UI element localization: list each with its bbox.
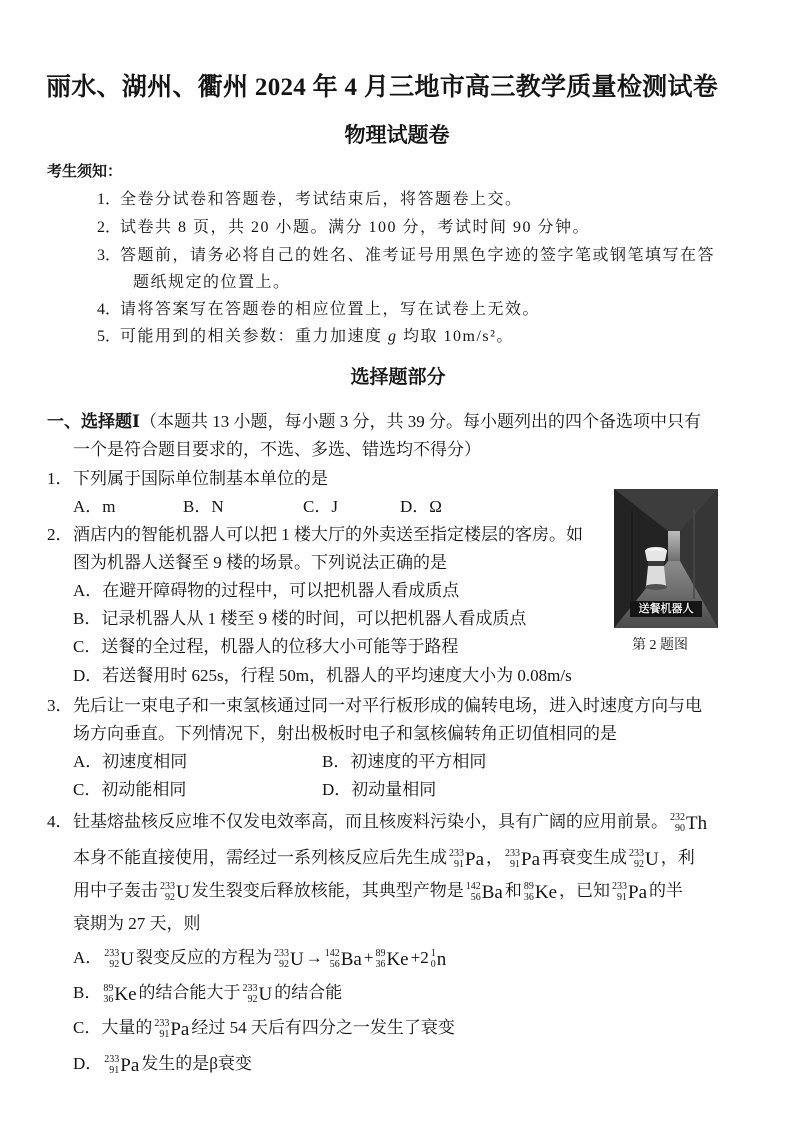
gravity-symbol: g (388, 328, 398, 345)
question-text: 的半 (649, 881, 683, 900)
question-text: 下列属于国际单位制基本单位的是 (73, 469, 328, 488)
option-text: 送餐的全过程，机器人的位移大小可能等于路程 (101, 637, 459, 656)
nuclide-numbers (505, 848, 520, 870)
question-text: 用中子轰击 (73, 881, 158, 900)
mass-number: 232 (670, 812, 685, 824)
question-2-option-c (73, 633, 458, 661)
question-2-stem-line-1 (47, 521, 583, 549)
nuclide-numbers (466, 881, 481, 903)
question-2-option-d (73, 662, 572, 690)
atomic-number: 36 (103, 994, 114, 1006)
nuclide-numbers (104, 948, 119, 970)
notice-item-number: 4． (97, 301, 122, 318)
nuclide-pa-233 (505, 848, 540, 870)
nuclide-numbers (375, 948, 385, 970)
notice-item-text-end: 均取 10m/s²。 (397, 328, 514, 345)
element-symbol: Ke (386, 948, 409, 970)
nuclide-ke-89 (103, 983, 136, 1005)
nuclide-numbers (104, 1054, 119, 1076)
question-number: 1． (47, 469, 73, 488)
option-text: m (102, 497, 116, 516)
option-text: 记录机器人从 1 楼至 9 楼的时间，可以把机器人看成质点 (101, 609, 527, 628)
question-text: ，利 (660, 848, 695, 867)
notice-item-1 (97, 186, 523, 214)
question-4-option-b (73, 979, 342, 1007)
atomic-number: 92 (634, 859, 644, 871)
question-3-option-d (322, 776, 436, 804)
nuclide-numbers (274, 948, 289, 970)
nuclide-numbers (670, 812, 685, 834)
part-title: 选择题部分 (350, 367, 446, 388)
nuclide-u-233 (160, 881, 190, 903)
atomic-number: 90 (675, 823, 685, 835)
option-label: A． (73, 752, 103, 771)
mass-number: 89 (103, 983, 114, 995)
question-text: 再衰变生成 (542, 848, 627, 867)
notice-item-4 (97, 296, 540, 324)
question-1-option-c (303, 493, 338, 521)
option-text: 的结合能大于 (138, 983, 241, 1002)
option-text: 大量的 (101, 1018, 153, 1037)
option-text: 经过 54 天后有四分之一发生了衰变 (191, 1018, 455, 1037)
notice-item-3 (97, 242, 715, 270)
question-4-stem-line-1 (47, 808, 709, 836)
notice-item-text: 可能用到的相关参数：重力加速度 (120, 328, 389, 345)
nuclide-numbers (243, 983, 258, 1005)
nuclide-ba-142 (466, 881, 503, 903)
element-symbol: Pa (521, 848, 540, 870)
option-text: 发生的是β衰变 (141, 1054, 252, 1073)
question-4-stem-line-3 (73, 877, 683, 905)
atomic-number: 92 (165, 892, 175, 904)
nuclide-u-233 (243, 983, 273, 1005)
robot-body (646, 566, 666, 586)
atomic-number: 36 (523, 892, 534, 904)
nuclide-th-232 (670, 812, 707, 834)
element-symbol: Pa (465, 848, 484, 870)
question-2-option-b (73, 605, 526, 633)
question-text: 先后让一束电子和一束氢核通过同一对平行板形成的偏转电场，进入时速度方向与电 (73, 696, 702, 715)
mass-number: 233 (104, 1054, 120, 1066)
option-text: N (211, 497, 224, 516)
option-text: 裂变反应的方程为 (136, 948, 273, 967)
element-symbol: Pa (170, 1018, 190, 1040)
option-label: D． (400, 497, 430, 516)
option-label: B． (183, 497, 212, 516)
nuclide-ke-89 (524, 881, 557, 903)
notice-item-number: 3． (97, 247, 122, 264)
notice-heading: 考生须知： (47, 164, 123, 180)
element-symbol: Ba (340, 948, 362, 970)
option-label: C． (73, 780, 102, 799)
notice-item-text: 请将答案写在答题卷的相应位置上，写在试卷上无效。 (120, 301, 541, 318)
atomic-number: 91 (510, 859, 520, 871)
nuclide-u-233 (629, 848, 659, 870)
notice-item-text: 答题前，请务必将自己的姓名、准考证号用黑色字迹的签字笔或钢笔填写在答 (120, 247, 716, 264)
nuclide-neutron (431, 948, 447, 970)
notice-item-2 (97, 214, 590, 242)
question-1-option-d (400, 493, 442, 521)
element-symbol: Pa (120, 1054, 140, 1076)
robot-band (648, 561, 664, 566)
question-2-figure (614, 489, 718, 628)
question-text: 和 (504, 881, 522, 900)
option-text: 的结合能 (274, 983, 343, 1002)
notice-item-3-continuation: 题纸规定的位置上。 (133, 274, 291, 291)
mass-number: 142 (465, 881, 481, 893)
question-3-option-a (73, 748, 187, 776)
atomic-number: 36 (375, 959, 386, 971)
question-4-option-c (73, 1014, 455, 1042)
question-4-option-a (73, 944, 448, 972)
question-text: 发生裂变后释放核能，其典型产物是 (191, 881, 464, 900)
atomic-number: 91 (159, 1029, 170, 1041)
mass-number: 142 (324, 948, 340, 960)
element-symbol: U (258, 983, 273, 1005)
question-3-option-b (322, 748, 486, 776)
mass-number: 1 (430, 948, 436, 960)
option-label: C． (303, 497, 332, 516)
atomic-number: 91 (454, 859, 464, 871)
nuclide-numbers (524, 881, 534, 903)
element-symbol: U (176, 881, 190, 903)
question-1-option-b (183, 493, 224, 521)
nuclide-numbers (629, 848, 644, 870)
notice-item-number: 1． (97, 191, 122, 208)
nuclide-numbers (154, 1018, 169, 1040)
mass-number: 233 (612, 881, 627, 893)
nuclide-pa-233 (449, 848, 484, 870)
mass-number: 233 (160, 881, 175, 893)
notice-item-5 (97, 323, 514, 351)
question-number: 4． (47, 812, 73, 831)
atomic-number: 0 (430, 959, 436, 971)
corridor-end-light (668, 531, 680, 561)
plus-coefficient: +2 (410, 948, 429, 967)
reaction-arrow: → (305, 948, 323, 967)
notice-item-number: 5． (97, 328, 122, 345)
nuclide-u-233 (274, 948, 304, 970)
option-text: 若送餐用时 625s，行程 50m，机器人的平均速度大小为 0.08m/s (102, 666, 572, 685)
question-2-option-a (73, 577, 459, 605)
question-number: 3． (47, 696, 73, 715)
section-description-line-2: 一个是符合题目要求的，不选、多选、错选均不得分） (73, 440, 481, 459)
mass-number: 233 (505, 848, 520, 860)
question-3-stem-line-1 (47, 692, 702, 720)
paper-subtitle: 物理试题卷 (344, 123, 450, 147)
section-description: （本题共 13 小题，每小题 3 分，共 39 分。每小题列出的四个备选项中只有 (139, 412, 701, 431)
question-4-stem-line-2 (73, 844, 695, 872)
mass-number: 233 (154, 1018, 170, 1030)
notice-item-text: 全卷分试卷和答题卷，考试结束后，将答题卷上交。 (120, 191, 523, 208)
question-text: ， (486, 848, 503, 867)
nuclide-ke-89 (375, 948, 408, 970)
option-text: J (331, 497, 338, 516)
mass-number: 89 (375, 948, 386, 960)
nuclide-numbers (612, 881, 627, 903)
question-text: 酒店内的智能机器人可以把 1 楼大厅的外卖送至指定楼层的客房。如 (73, 525, 583, 544)
option-label: A． (73, 497, 103, 516)
robot-base (645, 584, 667, 590)
figure-label: 送餐机器人 (638, 602, 694, 615)
option-label: B． (73, 609, 102, 628)
option-label: A． (73, 948, 103, 967)
nuclide-numbers (160, 881, 175, 903)
robot-tray (645, 551, 667, 561)
nuclide-pa-233 (612, 881, 647, 903)
option-label: D． (73, 666, 103, 685)
element-symbol: Pa (628, 881, 647, 903)
option-label: C． (73, 1018, 102, 1037)
option-text: 在避开障碍物的过程中，可以把机器人看成质点 (102, 581, 460, 600)
mass-number: 233 (629, 848, 644, 860)
element-symbol: Ke (114, 983, 137, 1005)
option-label: C． (73, 637, 102, 656)
notice-item-number: 2． (97, 219, 122, 236)
section-heading-line-1 (47, 408, 701, 436)
option-text: 初速度的平方相同 (350, 752, 487, 771)
question-1-stem (47, 465, 328, 493)
mass-number: 233 (104, 948, 120, 960)
element-symbol: n (436, 948, 447, 970)
question-4-stem-line-4: 衰期为 27 天，则 (73, 914, 201, 933)
element-symbol: Ba (481, 881, 503, 903)
mass-number: 89 (523, 881, 534, 893)
question-number: 2． (47, 525, 73, 544)
nuclide-ba-142 (325, 948, 362, 970)
question-4-option-d (73, 1050, 252, 1078)
nuclide-numbers (431, 948, 436, 970)
atomic-number: 92 (247, 994, 258, 1006)
mass-number: 233 (242, 983, 258, 995)
option-label: B． (322, 752, 351, 771)
nuclide-numbers (325, 948, 340, 970)
option-label: D． (322, 780, 352, 799)
option-label: B． (73, 983, 102, 1002)
question-3-stem-line-2: 场方向垂直。下列情况下，射出极板时电子和氢核偏转角正切值相同的是 (73, 724, 617, 743)
plus-sign: + (363, 948, 374, 967)
option-text: 初动量相同 (351, 780, 437, 799)
question-text: 本身不能直接使用，需经过一系列核反应后先生成 (73, 848, 447, 867)
element-symbol: Ke (534, 881, 557, 903)
question-text: 钍基熔盐核反应堆不仅发电效率高，而且核废料污染小，具有广阔的应用前景。 (73, 812, 668, 831)
nuclide-pa-233 (154, 1018, 189, 1040)
nuclide-pa-233 (104, 1054, 139, 1076)
nuclide-numbers (103, 983, 113, 1005)
mass-number: 233 (274, 948, 290, 960)
atomic-number: 92 (109, 959, 120, 971)
element-symbol: Th (686, 812, 708, 834)
nuclide-numbers (449, 848, 464, 870)
question-2-stem-line-2: 图为机器人送餐至 9 楼的场景。下列说法正确的是 (73, 553, 447, 572)
atomic-number: 91 (617, 892, 627, 904)
option-text: Ω (429, 497, 442, 516)
option-label: A． (73, 581, 103, 600)
question-3-option-c (73, 776, 186, 804)
notice-item-text: 试卷共 8 页，共 20 小题。满分 100 分，考试时间 90 分钟。 (120, 219, 591, 236)
element-symbol: U (120, 948, 135, 970)
option-text: 初速度相同 (102, 752, 188, 771)
section-heading: 一、选择题Ⅰ (47, 412, 140, 431)
question-text: ，已知 (559, 881, 610, 900)
figure-caption: 第 2 题图 (632, 638, 688, 653)
nuclide-u-233 (104, 948, 134, 970)
option-text: 初动能相同 (101, 780, 187, 799)
element-symbol: U (645, 848, 659, 870)
atomic-number: 91 (109, 1065, 120, 1077)
atomic-number: 92 (279, 959, 290, 971)
atomic-number: 56 (470, 892, 481, 904)
mass-number: 233 (449, 848, 464, 860)
atomic-number: 56 (329, 959, 340, 971)
question-1-option-a (73, 493, 116, 521)
element-symbol: U (290, 948, 304, 970)
exam-title: 丽水、湖州、衢州 2024 年 4 月三地市高三教学质量检测试卷 (45, 74, 719, 101)
option-label: D． (73, 1054, 103, 1073)
